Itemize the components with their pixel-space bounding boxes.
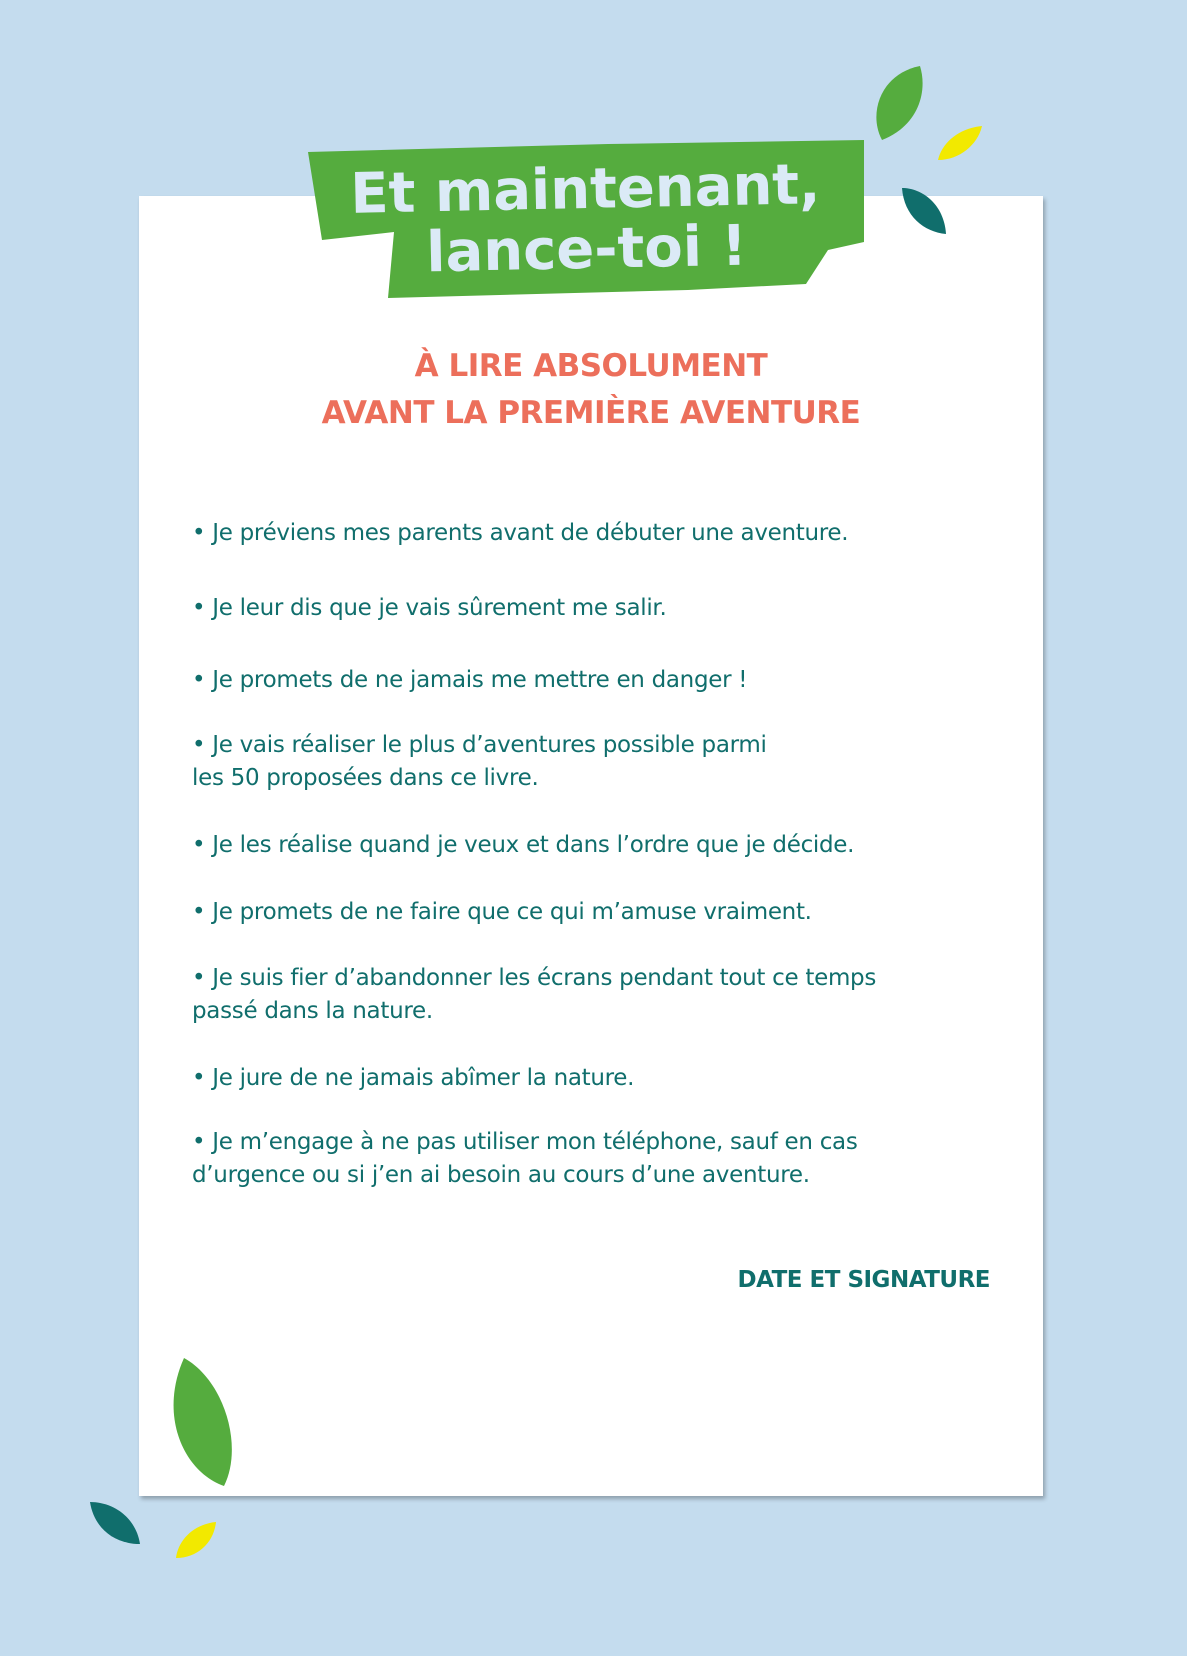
signature-label: DATE ET SIGNATURE (737, 1267, 990, 1293)
rule-line: les 50 proposées dans ce livre. (192, 765, 539, 791)
teal-leaf-icon (88, 1500, 142, 1548)
title-line-1: Et maintenant, (349, 152, 822, 227)
yellow-leaf-icon (174, 1520, 218, 1560)
list-item (192, 592, 1002, 625)
teal-leaf-icon (900, 186, 950, 238)
list-item (192, 829, 1002, 862)
rule-line: • Je promets de ne jamais me mettre en danger ! (192, 667, 748, 693)
page-title (307, 154, 865, 286)
rule-line: • Je leur dis que je vais sûrement me salir. (192, 595, 667, 621)
subtitle-line-2: AVANT LA PREMIÈRE AVENTURE (321, 395, 861, 431)
title-banner (308, 140, 864, 300)
green-leaf-icon (868, 64, 928, 144)
list-item (192, 664, 1002, 697)
rule-line: • Je promets de ne faire que ce qui m’amuse vraiment. (192, 899, 812, 925)
yellow-leaf-icon (936, 124, 984, 164)
list-item (192, 1062, 1002, 1095)
rule-line: • Je vais réaliser le plus d’aventures possible parmi (192, 732, 767, 758)
rule-line: • Je les réalise quand je veux et dans l’ordre que je décide. (192, 832, 855, 858)
list-item (192, 896, 1002, 929)
rule-line: d’urgence ou si j’en ai besoin au cours d’une aventure. (192, 1162, 810, 1188)
list-item (192, 517, 1002, 550)
list-item (192, 962, 1002, 1028)
list-item (192, 729, 1002, 795)
rule-line: • Je jure de ne jamais abîmer la nature. (192, 1065, 635, 1091)
subtitle-line-1: À LIRE ABSOLUMENT (414, 348, 768, 384)
rule-line: • Je m’engage à ne pas utiliser mon téléphone, sauf en cas (192, 1129, 858, 1155)
subtitle (139, 343, 1043, 437)
rule-line: passé dans la nature. (192, 998, 433, 1024)
green-leaf-icon (164, 1356, 238, 1488)
rule-line: • Je suis fier d’abandonner les écrans pendant tout ce temps (192, 965, 877, 991)
list-item (192, 1126, 1002, 1192)
rule-line: • Je préviens mes parents avant de débuter une aventure. (192, 520, 849, 546)
title-line-2: lance-toi ! (425, 213, 748, 286)
